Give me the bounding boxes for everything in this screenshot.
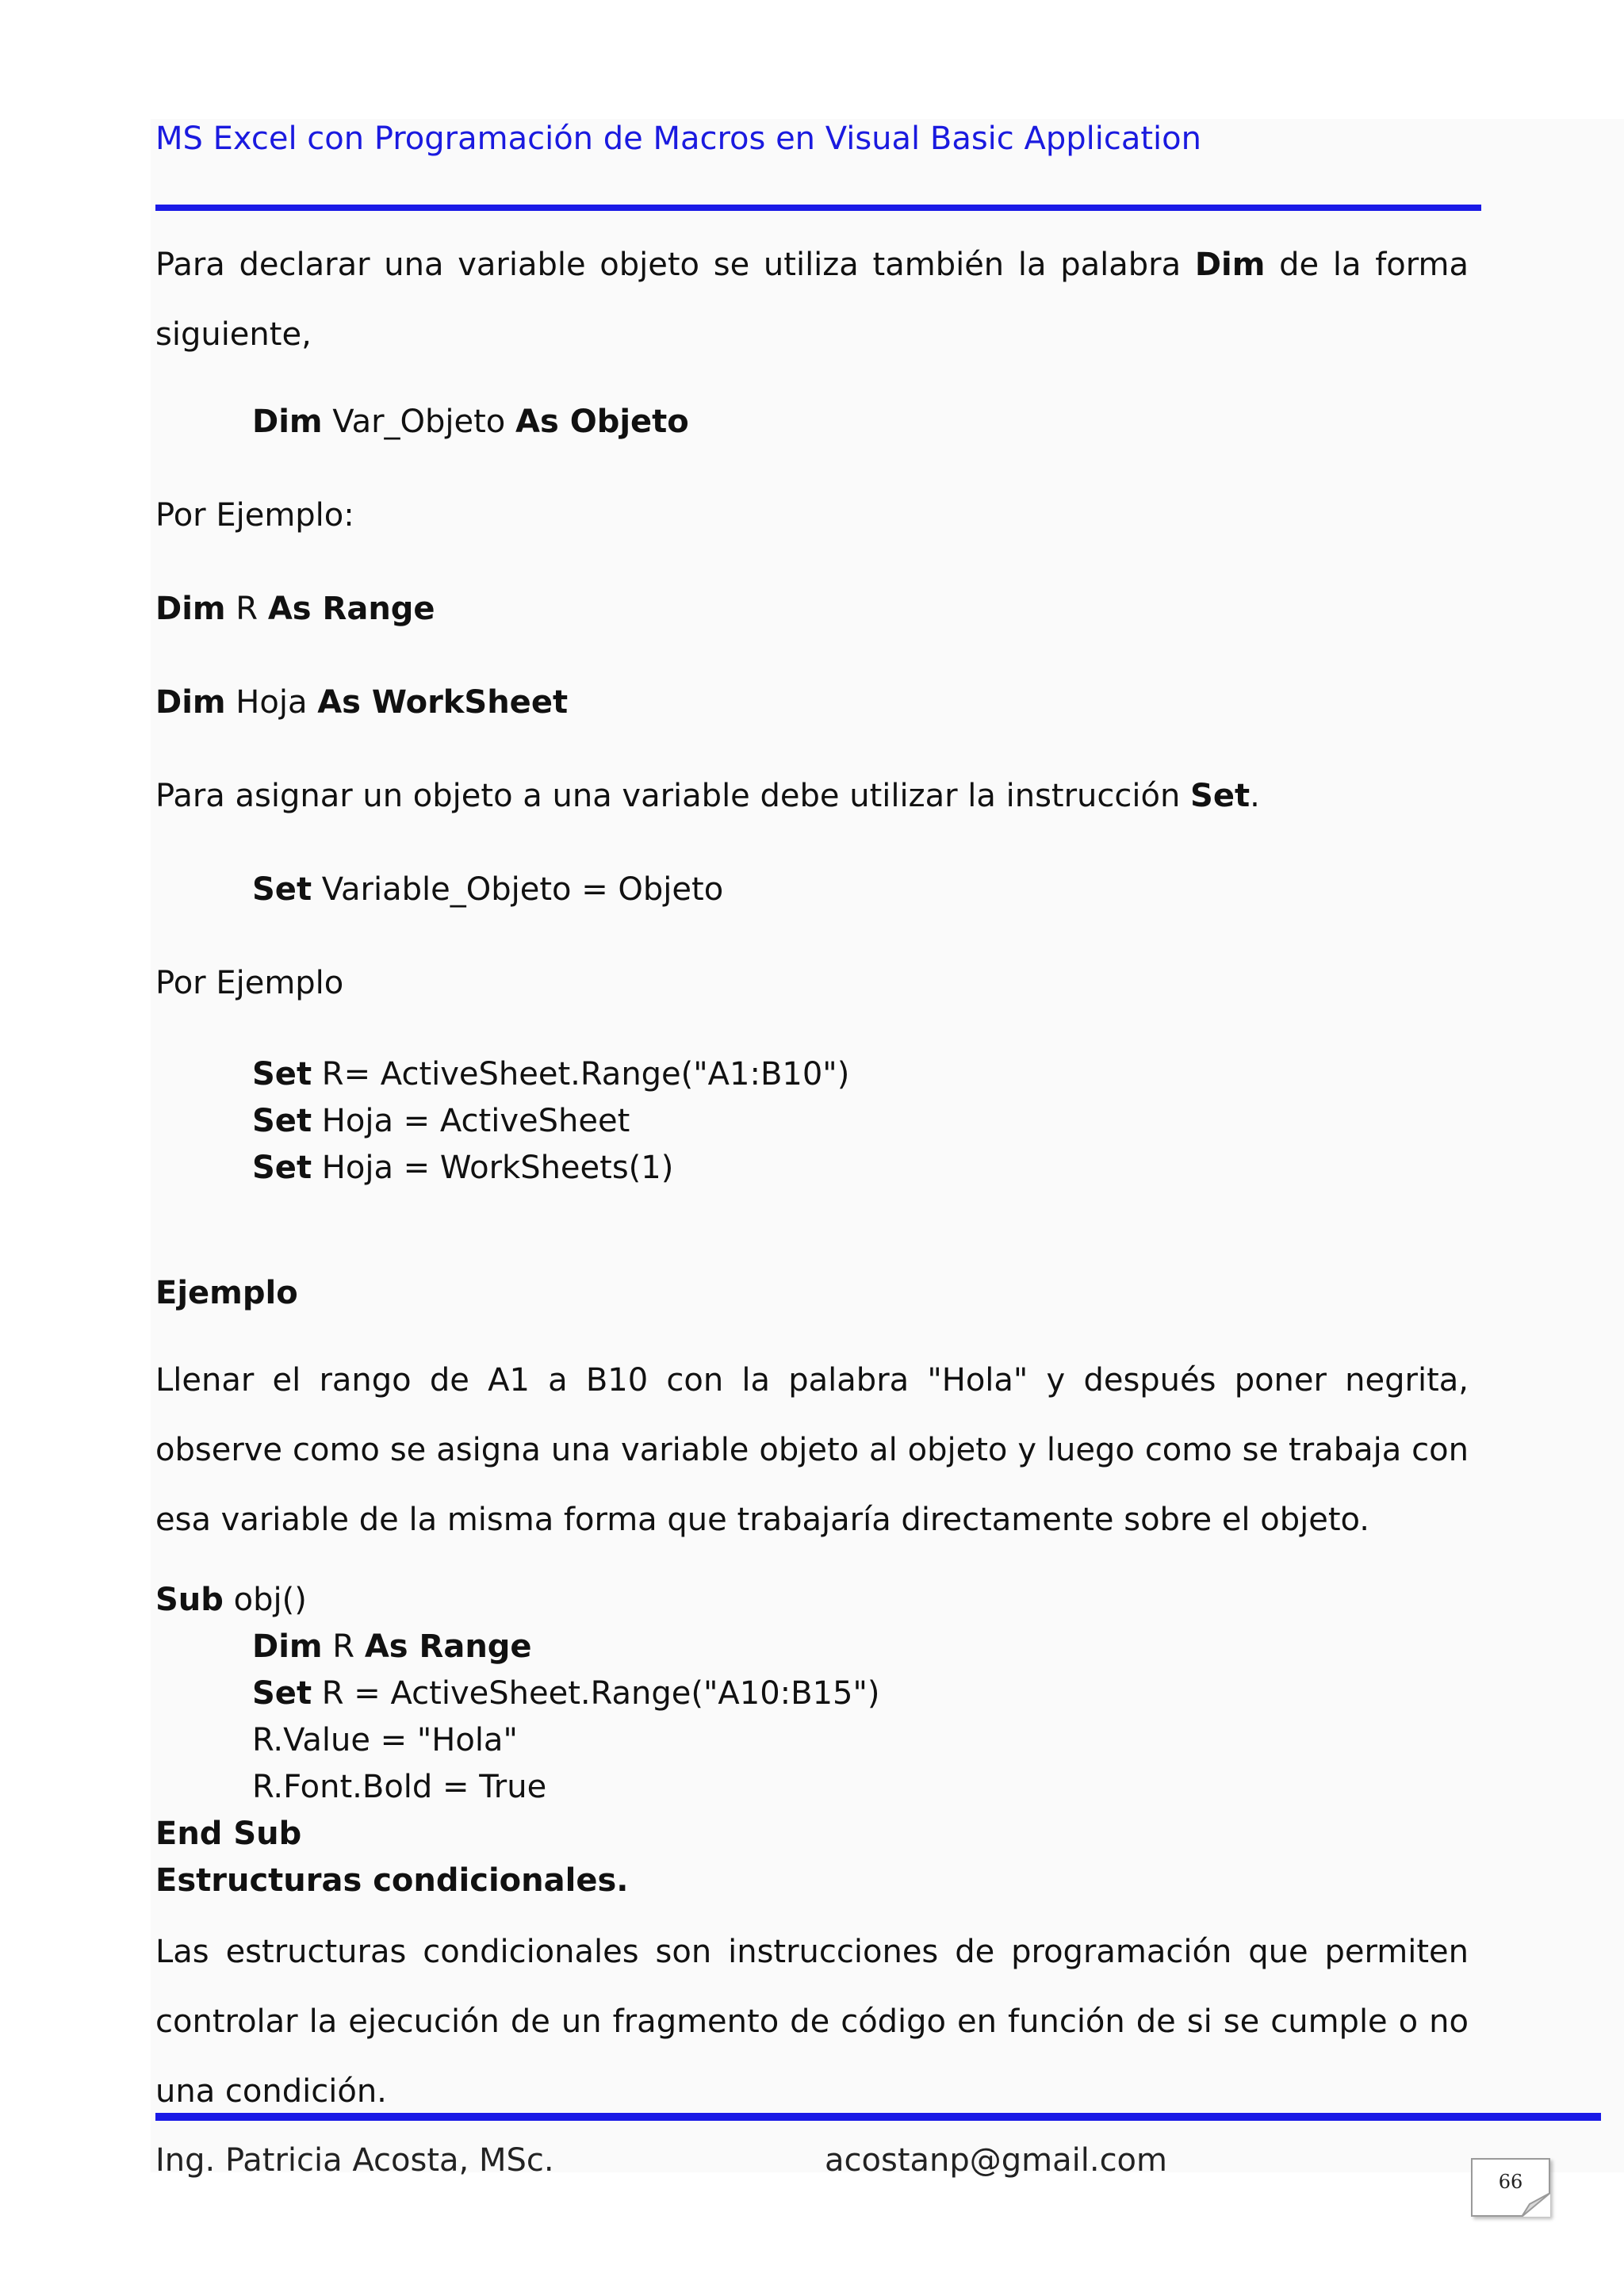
code-line: [155, 1624, 1469, 1670]
code-line: [155, 1051, 1469, 1098]
heading-text: Estructuras condicionales.: [155, 1862, 629, 1899]
code-line: R.Value = "Hola": [252, 1722, 518, 1758]
code-line: [155, 1145, 1469, 1192]
keyword: Dim: [155, 591, 226, 627]
code-line: [155, 1670, 1469, 1717]
paragraph-assign-object: [155, 761, 1469, 831]
keyword: End Sub: [155, 1816, 302, 1852]
code-text: Hoja = WorkSheets(1): [312, 1150, 674, 1186]
page-content: [155, 230, 1469, 2126]
footer-author: Ing. Patricia Acosta, MSc.: [155, 2142, 554, 2179]
paragraph-example-description: Llenar el rango de A1 a B10 con la palabra "Hola" y después poner negrita, observe como se asigna una variable objeto al objeto y luego como se trabaja con esa variable de la misma forma que trabajaría directamente sobre el objeto.: [155, 1362, 1469, 1538]
code-text: obj(): [223, 1582, 307, 1618]
paragraph-text: Para asignar un objeto a una variable debe utilizar la instrucción: [155, 778, 1191, 814]
keyword: Dim: [252, 1628, 323, 1665]
ejemplo-heading: [155, 1258, 1469, 1328]
keyword: Set: [252, 1103, 312, 1139]
paragraph-conditional-structures: Las estructuras condicionales son instrucciones de programación que permiten controlar la ejecución de un fragmento de código en función de si se cumple o no una condición.: [155, 1934, 1469, 2110]
paragraph-tail: .: [1250, 778, 1260, 814]
declaration-syntax: [155, 387, 1469, 457]
paragraph-declare-object: [155, 230, 1469, 369]
code-line: [155, 1098, 1469, 1145]
keyword: Sub: [155, 1582, 224, 1618]
example-dim-worksheet: [155, 668, 1469, 737]
keyword: Dim: [155, 684, 226, 721]
keyword: Set: [252, 1056, 312, 1093]
code-text: R = ActiveSheet.Range("A10:B15"): [312, 1675, 880, 1712]
section-heading: [155, 1858, 1469, 1904]
keyword: As Range: [267, 591, 435, 627]
page-curl-icon: [1522, 2193, 1550, 2217]
keyword-set: Set: [1190, 778, 1251, 814]
page-number-box: [1471, 2158, 1550, 2217]
code-line: R.Font.Bold = True: [252, 1769, 547, 1805]
code-text: Var_Objeto: [322, 404, 515, 440]
por-ejemplo-label-2: Por Ejemplo: [155, 965, 344, 1001]
header-rule: [155, 205, 1481, 211]
footer-email: acostanp@gmail.com: [825, 2142, 1167, 2179]
heading-text: Ejemplo: [155, 1275, 298, 1311]
code-text: R: [322, 1628, 365, 1665]
paragraph-tail: de la forma siguiente,: [155, 247, 1469, 353]
keyword-dim: Dim: [1194, 247, 1266, 283]
por-ejemplo-label: Por Ejemplo:: [155, 497, 354, 534]
page-number: 66: [1498, 2171, 1523, 2193]
code-text: Hoja: [225, 684, 318, 721]
footer-rule: [155, 2113, 1601, 2121]
keyword: Set: [252, 871, 312, 908]
example-dim-range: [155, 574, 1469, 644]
code-line: [155, 1577, 1469, 1624]
code-block-sub-obj: [155, 1577, 1469, 1904]
code-text: R: [225, 591, 268, 627]
paragraph-text: Para declarar una variable objeto se utiliza también la palabra: [155, 247, 1195, 283]
keyword: Dim: [252, 404, 323, 440]
code-text: Hoja = ActiveSheet: [312, 1103, 630, 1139]
keyword: Set: [252, 1150, 312, 1186]
code-text: R= ActiveSheet.Range("A1:B10"): [312, 1056, 850, 1093]
set-examples-block: [155, 1051, 1469, 1192]
keyword: Set: [252, 1675, 312, 1712]
header-title: MS Excel con Programación de Macros en Visual Basic Application: [155, 121, 1201, 157]
code-text: Variable_Objeto = Objeto: [312, 871, 724, 908]
keyword: As WorkSheet: [317, 684, 569, 721]
keyword: As Range: [364, 1628, 532, 1665]
set-syntax: [155, 855, 1469, 924]
code-line: [155, 1811, 1469, 1858]
keyword: As Objeto: [515, 404, 689, 440]
